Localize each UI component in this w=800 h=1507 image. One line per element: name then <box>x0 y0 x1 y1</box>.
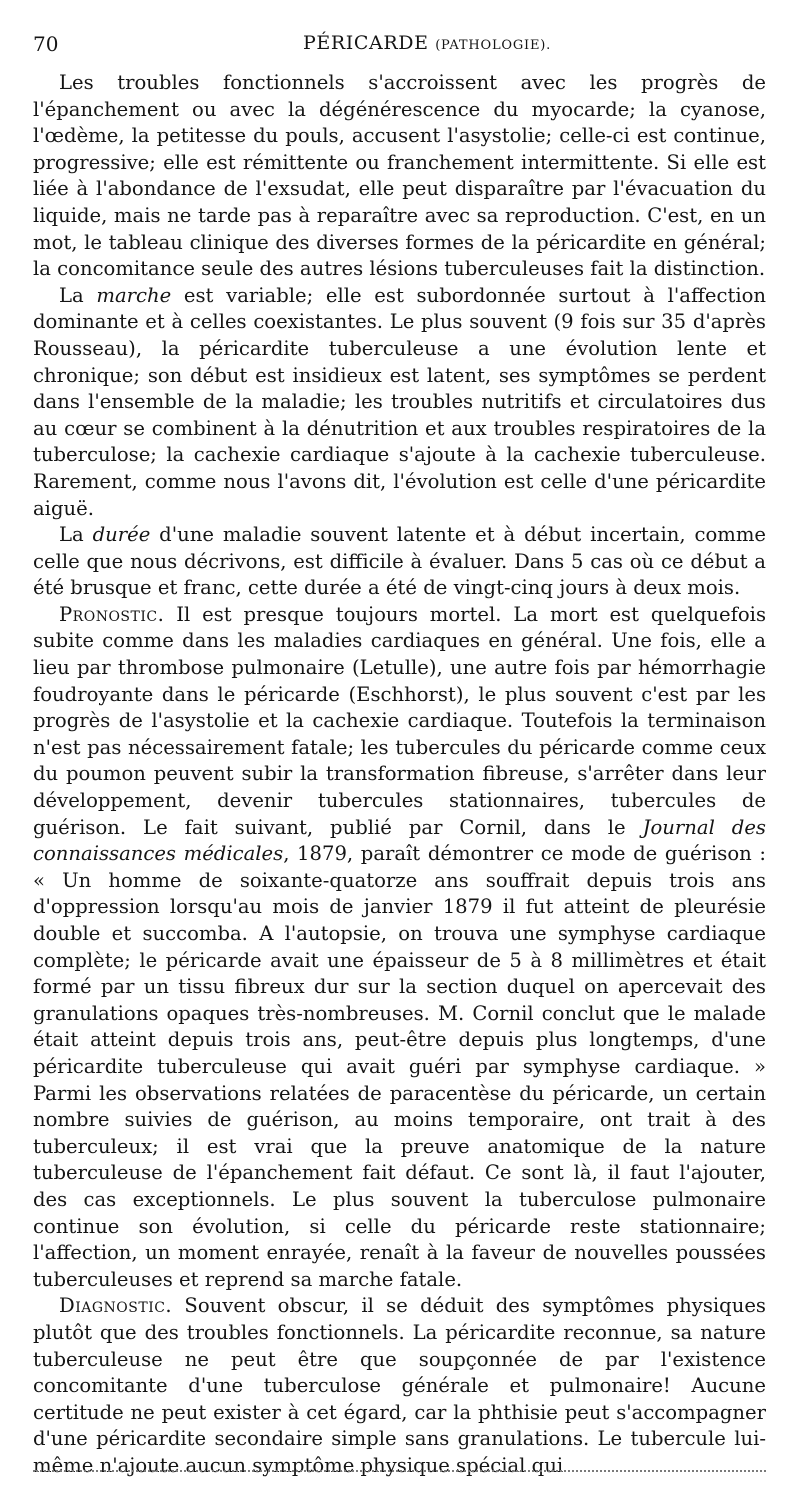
paragraph-diagnostic <box>33 1293 766 1479</box>
footer-dotted-rule <box>33 1470 766 1472</box>
page <box>33 30 766 1479</box>
heading-diagnostic: Diagnostic. <box>59 1294 173 1318</box>
paragraph-pronostic-text-b: , 1879, paraît démontrer ce mode de guérison : « Un homme de soixante-quatorze ans souffrait depuis trois ans d'oppression lorsqu'au mois de janvier 1879 il fut atteint de pleurésie double et succomba. A l'autopsie, on trouva une symphyse cardiaque complète; le péricarde avait une épaisseur de 5 à 8 millimètres et était formé par un tissu fibreux dur sur la section duquel on apercevait des granulations opaques très-nombreuses. M. Cornil conclut que le malade était atteint depuis trois ans, peut-être depuis plus longtemps, d'une péricardite tuberculeuse qui avait guéri par symphyse cardiaque. » Parmi les observations relatées de paracentèse du péricarde, un certain nombre suivies de guérison, au moins temporaire, ont trait à des tuberculeux; il est vrai que la preuve anatomique de la nature tuberculeuse de l'épanchement fait défaut. Ce sont là, il faut l'ajouter, des cas exceptionnels. Le plus souvent la tuberculose pulmonaire continue son évolution, si celle du péricarde reste stationnaire; l'affection, un moment enrayée, renaît à la faveur de nouvelles poussées tuberculeuses et reprend sa marche fatale. <box>33 842 766 1291</box>
paragraph-marche-text: est variable; elle est subordonnée surtout à l'affection dominante et à celles coexistantes. Le plus souvent (9 fois sur 35 d'après Rousseau), la péricardite tuberculeuse a une évolution lente et chronique; son début est insidieux est latent, ses symptômes se perdent dans l'ensemble de la maladie; les troubles nutritifs et circulatoires dus au cœur se combinent à la dénutrition et aux troubles respiratoires de la tuberculose; la cachexie cardiaque s'ajoute à la cachexie tuberculeuse. Rarement, comme nous l'avons dit, l'évolution est celle d'une péricardite aiguë. <box>33 283 766 520</box>
running-title-sub: (PATHOLOGIE). <box>435 38 552 53</box>
page-number: 70 <box>33 32 59 56</box>
term-duree: durée <box>92 523 151 547</box>
paragraph-troubles: Les troubles fonctionnels s'accroissent avec les progrès de l'épanchement ou avec la dégénérescence du myocarde; la cyanose, l'œdème, la petitesse du pouls, accusent l'asystolie; celle-ci est continue, progressive; elle est rémittente ou franchement intermittente. Si elle est liée à l'abondance de l'exsudat, elle peut disparaître par l'évacuation du liquide, mais ne tarde pas à reparaître avec sa reproduction. C'est, en un mot, le tableau clinique des diverses formes de la péricardite en général; la concomitance seule des autres lésions tuberculeuses fait la distinction. <box>33 71 766 281</box>
running-title <box>303 32 551 54</box>
paragraph-duree-text: d'une maladie souvent latente et à début incertain, comme celle que nous décrivons, est difficile à évaluer. Dans 5 cas où ce début a été brusque et franc, cette durée a été de vingt-cinq jours à deux mois. <box>33 523 766 600</box>
paragraph-duree-lead: La <box>59 523 93 547</box>
paragraph-marche-lead: La <box>59 283 97 307</box>
paragraph-diagnostic-text: Souvent obscur, il se déduit des symptômes physiques plutôt que des troubles fonctionnels. La péricardite reconnue, sa nature tuberculeuse ne peut être que soupçonnée de par l'existence concomitante d'une tuberculose générale et pulmonaire! Aucune certitude ne peut exister à cet égard, car la phthisie peut s'accompagner d'une péricardite secondaire simple sans granulations. Le tubercule lui-même n'ajoute aucun symptôme physique spécial qui <box>33 1294 766 1477</box>
journal-title: Journal des connaissances médicales <box>33 815 766 866</box>
paragraph-pronostic-text-a: Il est presque toujours mortel. La mort est quelquefois subite comme dans les maladies cardiaques en général. Une fois, elle a lieu par thrombose pulmonaire (Letulle), une autre fois par hémorrhagie foudroyante dans le péricarde (Eschhorst), le plus souvent c'est par les progrès de l'asystolie et la cachexie cardiaque. Toutefois la terminaison n'est pas nécessairement fatale; les tubercules du péricarde comme ceux du poumon peuvent subir la transformation fibreuse, s'arrêter dans leur développement, devenir tubercules stationnaires, tubercules de guérison. Le fait suivant, publié par Cornil, dans le <box>33 602 766 839</box>
running-title-main: PÉRICARDE <box>303 32 429 54</box>
paragraph-duree <box>33 522 766 602</box>
heading-pronostic: Pronostic. <box>59 602 165 626</box>
running-header <box>33 30 766 64</box>
paragraph-marche <box>33 283 766 522</box>
term-marche: marche <box>96 283 172 307</box>
paragraph-pronostic <box>33 602 766 1293</box>
body-text <box>33 70 766 1479</box>
